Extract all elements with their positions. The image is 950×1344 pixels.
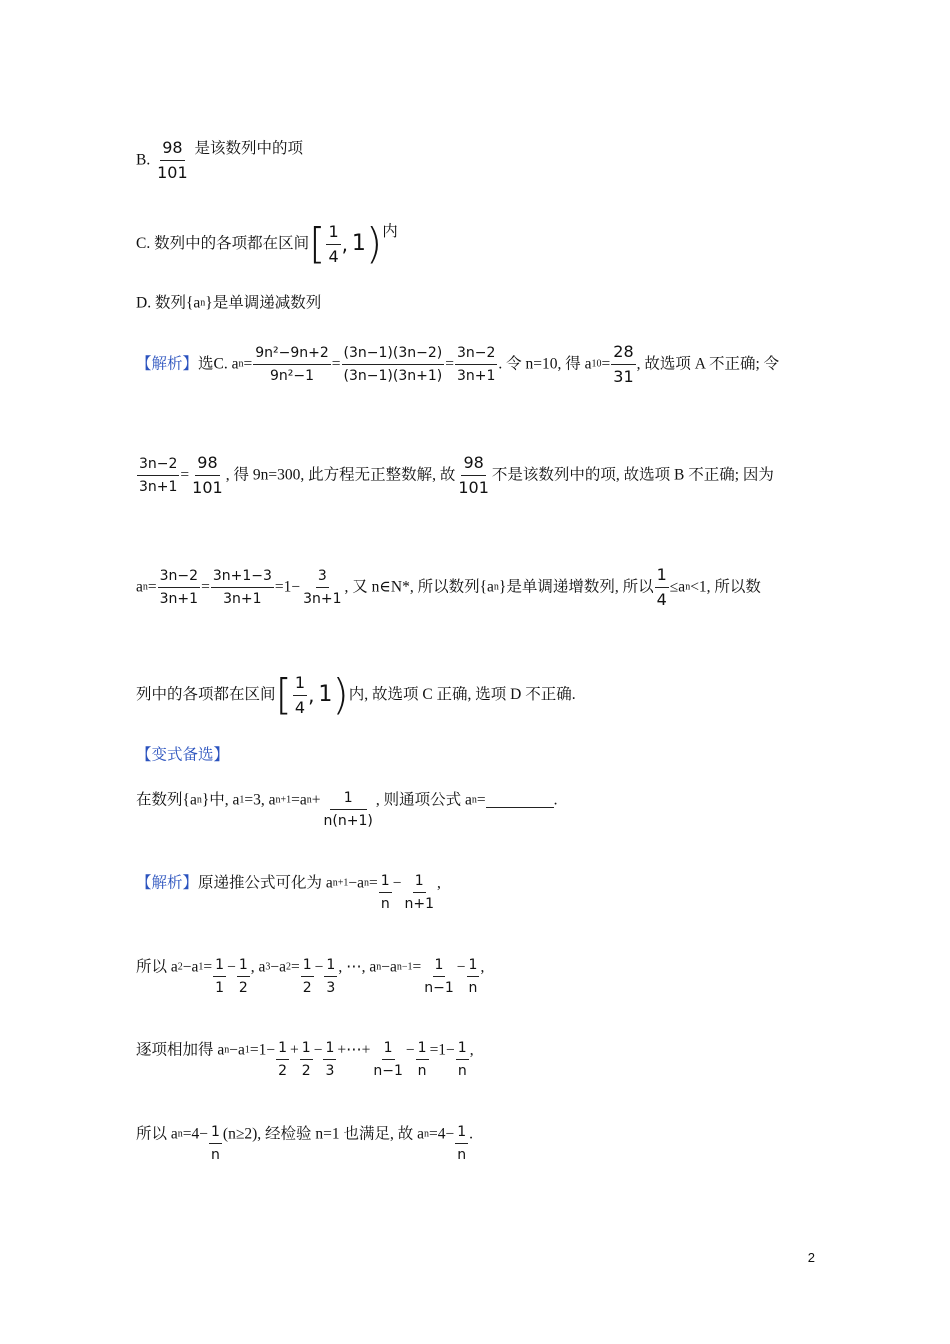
fraction: $\frac{1}{2}$ [301,1040,311,1079]
subscript: n [376,961,382,973]
text: 在数列{a [136,791,197,809]
solution2-line-4 [136,1124,473,1163]
fraction: $\frac{1}{n}$ [380,873,390,912]
text: 所以 a [136,1125,178,1143]
interval-right: 1 [351,231,366,256]
answer-blank[interactable] [486,793,554,808]
right-paren: ) [332,670,349,719]
solution2-line-2 [136,957,484,996]
option-b [136,139,303,182]
text: −a [348,874,365,892]
subscript: 2 [286,961,291,973]
text: =3, a [244,791,276,809]
fraction: $\frac{3}{3n+1}$ [303,568,342,607]
text: , 又 n∈N*, 所以数列{a [344,578,494,596]
text: − [405,1041,415,1059]
subscript: 2 [177,961,183,973]
text: 逐项相加得 a [136,1041,225,1059]
text: , ⋯, a [338,958,377,976]
comma: , [308,683,315,707]
text: =1− [249,1041,276,1059]
subscript: n [142,581,148,593]
text: = [201,578,210,596]
fraction: $\frac{1}{n}$ [468,957,478,996]
text: =1− [429,1041,455,1059]
text: − [314,958,324,976]
text: =4− [182,1125,208,1143]
subscript: n [471,794,477,806]
text: , a [250,958,266,976]
option-text: C. 数列中的各项都在区间 [136,235,310,252]
fraction: $\frac{1}{3}$ [325,1040,335,1079]
fraction: $\frac{1}{n}$ [211,1124,220,1163]
fraction: $\frac{3n+1-3}{3n+1}$ [212,568,272,607]
text: = [291,958,300,976]
fraction: $\frac{1}{2}$ [238,957,248,996]
text: 原递推公式可化为 a [198,874,333,892]
option-label: B. [136,151,151,169]
solution-line-2 [136,454,774,497]
text: = [445,355,454,373]
text: , [469,1041,474,1059]
fraction: $\frac{1}{n}$ [457,1124,467,1163]
text: − [227,958,236,976]
text: ≤a [669,578,686,596]
text: 所以 a [136,958,178,976]
solution-line-3 [136,566,761,609]
text: 不是该数列中的项, 故选项 B 不正确; 因为 [491,466,774,484]
fraction: $\frac{1}{2}$ [302,957,312,996]
option-text: }是单调递减数列 [205,294,322,312]
fraction: $\frac{1}{4}$ [656,565,667,609]
fraction: $\frac{(3n-1)(3n-2)}{(3n-1)(3n+1)}$ [343,345,443,384]
comma: , [341,232,349,256]
subscript: n [224,1044,230,1056]
text: (n≥2), 经检验 n=1 也满足, 故 a [222,1125,424,1143]
text: a [136,578,143,596]
fraction: $\frac{98}{101}$ [157,138,188,182]
text: . [553,791,558,809]
subscript: 3 [265,961,271,973]
subscript: n−1 [396,961,413,973]
text: = [601,355,611,373]
text: . [469,1125,474,1143]
text: , 则通项公式 a [375,791,472,809]
text: = [180,466,190,484]
subscript: n [493,581,499,593]
text: −a [229,1041,245,1059]
text: = [369,874,378,892]
fraction: $\frac{1}{n+1}$ [404,873,434,912]
text: −a [270,958,286,976]
text: 选C. a [198,355,239,373]
text: − [456,958,466,976]
fraction: $\frac{1}{4}$ [328,221,339,266]
fraction: $\frac{1}{n-1}$ [373,1040,403,1079]
text: + [311,791,321,809]
subscript: n+1 [332,877,349,889]
option-c [136,219,398,268]
fraction: $\frac{3n-2}{3n+1}$ [159,568,199,607]
fraction: $\frac{1}{n}$ [457,1040,467,1079]
subscript: n [364,877,370,889]
subscript: n [177,1128,183,1140]
text: , 得 9n=300, 此方程无正整数解, 故 [225,466,456,484]
left-bracket: [ [309,219,326,268]
fraction: $\frac{1}{n}$ [417,1040,427,1079]
subscript: 10 [591,358,602,370]
text: }中, a [201,791,240,809]
text: +⋯+ [337,1041,371,1059]
text: = [476,791,486,809]
analysis-tag: 【解析】 [136,355,199,373]
subscript: n [238,358,244,370]
text: }是单调递增数列, 所以 [498,578,654,596]
fraction: $\frac{3n-2}{3n+1}$ [456,345,496,384]
variant-question [136,790,558,829]
fraction: $\frac{98}{101}$ [192,453,223,497]
text: = [412,958,422,976]
subscript: n [306,794,312,806]
option-tail: 内 [382,223,398,240]
text: = [331,355,341,373]
subscript: n [200,297,206,309]
solution2-line-1 [136,873,441,912]
page-number: 2 [807,1250,815,1265]
fraction: $\frac{\text{9n²−9n+2}}{\text{9n²−1}}$ [255,345,329,384]
text: =1− [274,578,301,596]
subscript: 1 [239,794,245,806]
subscript: n [424,1128,429,1140]
subscript: n+1 [275,794,292,806]
text: , [480,958,485,976]
fraction: $\frac{1}{n-1}$ [424,957,454,996]
text: − [313,1041,323,1059]
fraction: $\frac{98}{101}$ [458,453,489,497]
text: + [290,1041,299,1059]
left-bracket: [ [275,670,292,719]
variant-title: 【变式备选】 [136,746,230,764]
text: −a [182,958,199,976]
option-text: 是该数列中的项 [194,140,304,157]
text: <1, 所以数 [690,578,761,596]
solution2-line-3 [136,1040,474,1079]
fraction: $\frac{1}{n(n+1)}$ [323,790,373,829]
subscript: 1 [198,961,204,973]
text: =a [291,791,307,809]
subscript: n [685,581,691,593]
fraction: $\frac{1}{3}$ [326,957,336,996]
fraction: $\frac{1}{2}$ [278,1040,288,1079]
text: . 令 n=10, 得 a [498,355,592,373]
text: 列中的各项都在区间 [136,686,276,703]
analysis-tag: 【解析】 [136,874,199,892]
fraction: $\frac{1}{1}$ [215,957,225,996]
text: = [243,355,253,373]
interval-right: 1 [318,682,333,707]
fraction: $\frac{1}{4}$ [294,672,306,717]
text: −a [381,958,397,976]
text: − [392,874,402,892]
text: 内, 故选项 C 正确, 选项 D 不正确. [348,686,576,703]
fraction: $\frac{3n-2}{3n+1}$ [139,456,178,495]
option-text: D. 数列{a [136,294,201,312]
variant-heading [136,745,229,765]
option-d [136,293,321,313]
right-paren: ) [365,219,383,268]
text: =4− [429,1125,455,1143]
subscript: 1 [244,1044,250,1056]
solution-line-1 [136,343,779,386]
text: , 故选项 A 不正确; 令 [636,355,780,373]
text: = [147,578,157,596]
solution-line-4 [136,670,576,719]
fraction: $\frac{28}{31}$ [613,342,634,386]
text: , [436,874,441,892]
subscript: n [196,794,202,806]
text: = [203,958,213,976]
